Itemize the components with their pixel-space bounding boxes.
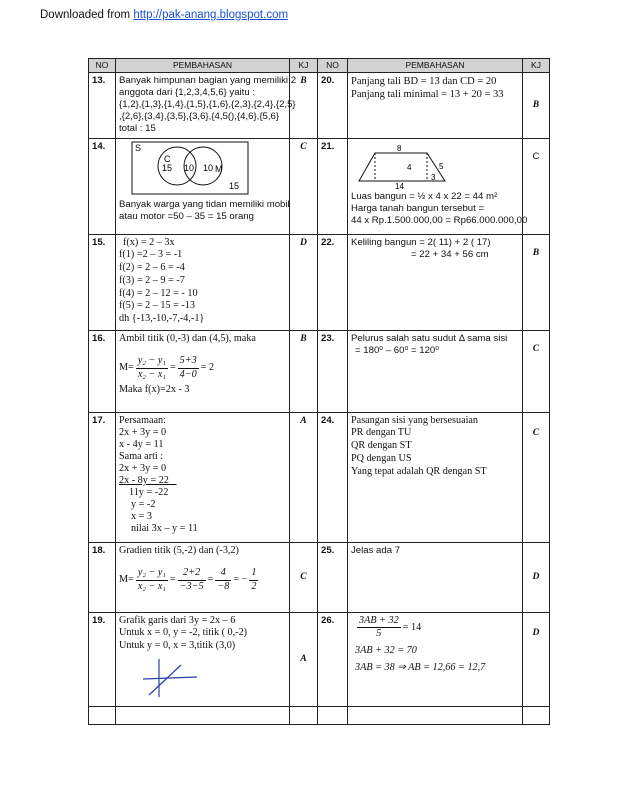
kj-18: C bbox=[290, 542, 318, 612]
fraction bbox=[178, 567, 206, 594]
line: Yang tepat adalah QR dengan ST bbox=[351, 465, 487, 477]
line: 11y = -22 bbox=[129, 486, 169, 498]
no-20: 20. bbox=[318, 72, 348, 138]
kj-13: B bbox=[290, 72, 318, 138]
denominator: 4−0 bbox=[179, 369, 197, 381]
solution-16 bbox=[116, 330, 290, 412]
numerator: 1 bbox=[249, 567, 258, 581]
denominator: x₂ − x₁ bbox=[137, 369, 166, 381]
line: = 180⁰ – 60⁰ = 120⁰ bbox=[355, 344, 440, 356]
kj-17: A bbox=[290, 412, 318, 542]
gradient-formula bbox=[119, 355, 286, 382]
fraction bbox=[357, 615, 401, 642]
table-row-empty bbox=[89, 706, 550, 724]
line: anggota dari {1,2,3,4,5,6} yaitu : bbox=[119, 86, 256, 98]
fraction bbox=[136, 567, 168, 594]
fraction bbox=[178, 355, 199, 382]
no-16: 16. bbox=[89, 330, 116, 412]
line: Panjang tali BD = 13 dan CD = 20 bbox=[351, 75, 497, 87]
venn-both: 10 bbox=[184, 162, 195, 173]
line: nilai 3x – y = 11 bbox=[131, 522, 198, 534]
table-header-row bbox=[89, 59, 550, 73]
kj-15: D bbox=[290, 234, 318, 330]
col-kj: KJ bbox=[290, 59, 318, 73]
line: Pasangan sisi yang bersesuaian bbox=[351, 414, 479, 426]
kj-16: B bbox=[290, 330, 318, 412]
line: f(4) = 2 – 12 = - 10 bbox=[119, 287, 198, 299]
no-25: 25. bbox=[318, 542, 348, 612]
line: Jelas ada 7 bbox=[351, 544, 401, 556]
line: Untuk y = 0, x = 3,titik (3,0) bbox=[119, 640, 236, 652]
solution-15 bbox=[116, 234, 290, 330]
col-no: NO bbox=[89, 59, 116, 73]
empty-cell bbox=[348, 706, 523, 724]
col-kj-2: KJ bbox=[523, 59, 550, 73]
table-row bbox=[89, 330, 550, 412]
line: Maka f(x)=2x - 3 bbox=[119, 383, 190, 395]
empty-cell bbox=[318, 706, 348, 724]
line: Panjang tali minimal = 13 + 20 = 33 bbox=[351, 88, 504, 100]
line: Sama arti : bbox=[119, 450, 164, 462]
empty-cell bbox=[523, 706, 550, 724]
line: f(x) = 2 – 3x bbox=[123, 236, 175, 248]
solution-14 bbox=[116, 138, 290, 234]
line: Pelurus salah satu sudut Δ sama sisi bbox=[351, 332, 508, 344]
table-row bbox=[89, 612, 550, 706]
line: x - 4y = 11 bbox=[119, 438, 164, 450]
line: = 22 + 34 + 56 cm bbox=[411, 248, 489, 260]
numerator: y₂ − y₁ bbox=[136, 355, 168, 369]
no-23: 23. bbox=[318, 330, 348, 412]
empty-cell bbox=[116, 706, 290, 724]
venn-only-m: 10 bbox=[203, 162, 214, 173]
line-graph-sketch bbox=[141, 657, 201, 699]
no-13: 13. bbox=[89, 72, 116, 138]
line: PR dengan TU bbox=[351, 427, 412, 439]
line: 2x + 3y = 0 bbox=[119, 462, 167, 474]
line: 3AB + 32 = 70 bbox=[355, 645, 417, 657]
line: f(1) =2 – 3 = -1 bbox=[119, 249, 183, 261]
solution-17 bbox=[116, 412, 290, 542]
kj-20: B bbox=[523, 72, 550, 138]
line: {1,2},{1,3},{1,4},{1,5},{1,6},{2,3},{2,4},{2,5} bbox=[119, 98, 296, 110]
no-14: 14. bbox=[89, 138, 116, 234]
trap-base: 14 bbox=[395, 181, 404, 189]
header-prefix: Downloaded from bbox=[40, 9, 134, 21]
solution-25 bbox=[348, 542, 523, 612]
kj-21: C bbox=[523, 138, 550, 234]
line: 3AB = 38 ⇒ AB = 12,66 = 12,7 bbox=[355, 661, 486, 673]
table-row bbox=[89, 234, 550, 330]
solution-26 bbox=[348, 612, 523, 706]
line: f(5) = 2 – 15 = -13 bbox=[119, 300, 195, 312]
kj-26: D bbox=[523, 612, 550, 706]
line: Keliling bangun = 2( 11) + 2 ( 17) bbox=[351, 236, 491, 248]
venn-neither: 15 bbox=[229, 180, 240, 191]
equals: = bbox=[169, 574, 176, 586]
line: Untuk x = 0, y = -2, titik ( 0,-2) bbox=[119, 627, 248, 639]
table-row bbox=[89, 412, 550, 542]
no-21: 21. bbox=[318, 138, 348, 234]
line: Luas bangun = ½ x 4 x 22 = 44 m² bbox=[351, 190, 498, 202]
venn-only-c: 15 bbox=[162, 162, 173, 173]
solution-18 bbox=[116, 542, 290, 612]
equals: = bbox=[207, 574, 214, 586]
col-no-2: NO bbox=[318, 59, 348, 73]
solution-23 bbox=[348, 330, 523, 412]
solution-20 bbox=[348, 72, 523, 138]
line: f(2) = 2 – 6 = -4 bbox=[119, 262, 185, 274]
numerator: 4 bbox=[215, 567, 231, 581]
venn-s: S bbox=[135, 142, 142, 153]
no-24: 24. bbox=[318, 412, 348, 542]
line: 2x + 3y = 0 bbox=[119, 426, 167, 438]
line: Banyak warga yang tidan memiliki mobil bbox=[119, 198, 290, 210]
numerator: y₂ − y₁ bbox=[136, 567, 168, 581]
denominator: −3−5 bbox=[179, 581, 204, 593]
trap-top: 8 bbox=[397, 143, 402, 153]
table-row bbox=[89, 542, 550, 612]
solution-13 bbox=[116, 72, 297, 138]
numerator: 5+3 bbox=[178, 355, 199, 369]
solution-24 bbox=[348, 412, 523, 542]
table-row bbox=[89, 138, 550, 234]
no-17: 17. bbox=[89, 412, 116, 542]
kj-23: C bbox=[523, 330, 550, 412]
m-label: M= bbox=[119, 362, 134, 374]
download-header bbox=[40, 9, 288, 21]
denominator: 5 bbox=[376, 628, 382, 640]
equals: = bbox=[169, 362, 176, 374]
line: f(3) = 2 – 9 = -7 bbox=[119, 274, 185, 286]
table-row bbox=[89, 72, 550, 138]
line: dh {-13,-10,-7,-4,-1} bbox=[119, 313, 205, 325]
fraction bbox=[215, 567, 231, 594]
trap-side: 5 bbox=[439, 161, 444, 171]
solution-19 bbox=[116, 612, 290, 706]
denominator: 2 bbox=[251, 581, 257, 593]
no-15: 15. bbox=[89, 234, 116, 330]
equals: = 14 bbox=[402, 621, 422, 633]
line: x = 3 bbox=[131, 510, 153, 522]
col-pembahasan-2: PEMBAHASAN bbox=[348, 59, 523, 73]
trap-height: 4 bbox=[407, 162, 412, 172]
kj-25: D bbox=[523, 542, 550, 612]
line: Gradien titik (5,-2) dan (-3,2) bbox=[119, 544, 239, 556]
line: 44 x Rp.1.500.000,00 = Rp66.000.000,00 bbox=[351, 214, 528, 226]
no-26: 26. bbox=[318, 612, 348, 706]
venn-diagram bbox=[131, 141, 249, 195]
numerator: 2+2 bbox=[178, 567, 206, 581]
kj-19: A bbox=[290, 612, 318, 706]
line: Banyak himpunan bagian yang memiliki 2 bbox=[119, 74, 297, 86]
denominator: x₂ − x₁ bbox=[137, 581, 166, 593]
equals-minus: = − bbox=[233, 574, 248, 586]
col-pembahasan: PEMBAHASAN bbox=[116, 59, 290, 73]
numerator: 3AB + 32 bbox=[357, 615, 401, 629]
equation-fraction bbox=[355, 615, 519, 642]
line: Persamaan: bbox=[119, 414, 166, 426]
no-18: 18. bbox=[89, 542, 116, 612]
gradient-formula bbox=[119, 567, 286, 594]
line: total : 15 bbox=[119, 122, 156, 134]
line: 2x - 8y = 22 _ bbox=[119, 474, 177, 486]
venn-m: M bbox=[215, 163, 223, 174]
empty-cell bbox=[89, 706, 116, 724]
denominator: −8 bbox=[217, 581, 230, 593]
venn-c: C bbox=[164, 153, 171, 164]
line: PQ dengan US bbox=[351, 452, 412, 464]
no-19: 19. bbox=[89, 612, 116, 706]
line: QR dengan ST bbox=[351, 440, 412, 452]
trapezoid-figure bbox=[355, 143, 465, 189]
line: atau motor =50 – 35 = 15 orang bbox=[119, 210, 254, 222]
result: = 2 bbox=[200, 362, 215, 374]
trap-right: 3 bbox=[431, 172, 436, 182]
line: y = -2 bbox=[131, 498, 156, 510]
m-label: M= bbox=[119, 574, 134, 586]
source-link[interactable]: http://pak-anang.blogspot.com bbox=[133, 9, 289, 21]
solution-22 bbox=[348, 234, 523, 330]
fraction bbox=[136, 355, 168, 382]
no-22: 22. bbox=[318, 234, 348, 330]
kj-22: B bbox=[523, 234, 550, 330]
fraction bbox=[249, 567, 258, 594]
line: Ambil titik (0,-3) dan (4,5), maka bbox=[119, 332, 256, 344]
kj-14: C bbox=[290, 138, 318, 234]
line: ,{2,6},{3,4},{3,5},{3,6},{4,5(),{4,6},{5,6} bbox=[119, 110, 280, 122]
answer-table bbox=[88, 58, 550, 725]
empty-cell bbox=[290, 706, 318, 724]
kj-24: C bbox=[523, 412, 550, 542]
line: Grafik garis dari 3y = 2x – 6 bbox=[119, 614, 236, 626]
solution-21 bbox=[348, 138, 528, 234]
line: Harga tanah bangun tersebut = bbox=[351, 202, 485, 214]
